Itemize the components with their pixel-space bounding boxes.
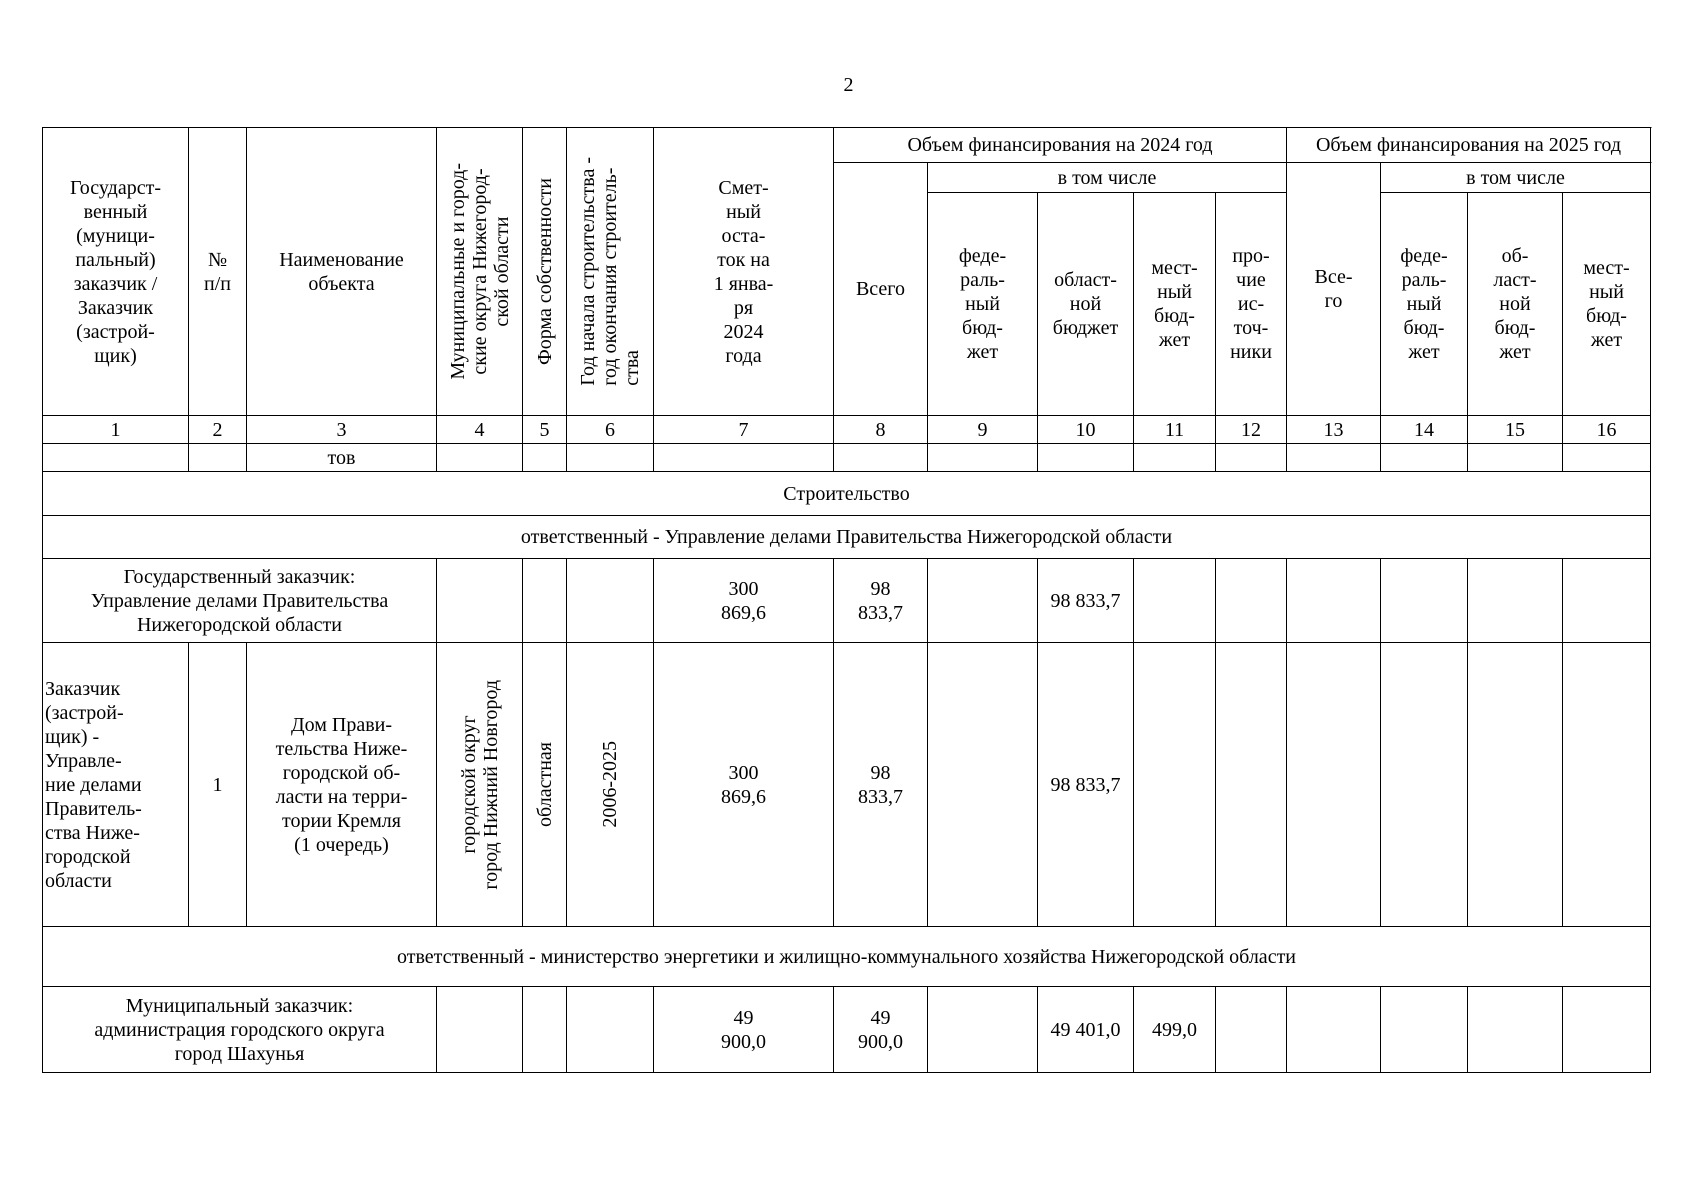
state-customer-total-2024: 98 833,7 [834,559,928,643]
column-number: 13 [1287,416,1381,444]
municipal-customer-total-2024: 49 900,0 [834,987,928,1073]
column-number: 11 [1134,416,1216,444]
header-local-2024: мест- ный бюд- жет [1134,193,1216,416]
section-responsible-admin: ответственный - Управление делами Правительства Нижегородской области [43,516,1651,559]
column-number: 14 [1381,416,1468,444]
column-number: 10 [1038,416,1134,444]
state-customer-estimated-balance: 300 869,6 [654,559,834,643]
column-number: 16 [1563,416,1651,444]
state-customer-regional-2024: 98 833,7 [1038,559,1134,643]
object-1-years: 2006-2025 [567,643,654,927]
header-financing-2025: Объем финансирования на 2025 год [1287,128,1651,163]
page-number: 2 [843,74,854,96]
column-number: 2 [189,416,247,444]
column-number: 8 [834,416,928,444]
financing-table-sheet [42,127,1650,1073]
table-row [43,559,1651,643]
object-1-ownership: областная [523,643,567,927]
municipal-customer-label: Муниципальный заказчик: администрация городского округа город Шахунья [43,987,437,1073]
column-number: 3 [247,416,437,444]
column-number: 7 [654,416,834,444]
overflow-row [43,444,1651,472]
financing-table [42,127,1651,1073]
header-financing-2024: Объем финансирования на 2024 год [834,128,1287,163]
column-number: 6 [567,416,654,444]
section-construction: Строительство [43,472,1651,516]
column-number: 15 [1468,416,1563,444]
column-number: 5 [523,416,567,444]
header-including-2024: в том числе [928,163,1287,193]
header-municipal-districts: Муниципальные и город- ские округа Нижегород- ской области [437,128,523,416]
object-1-number: 1 [189,643,247,927]
header-including-2025: в том числе [1381,163,1651,193]
object-1-estimated-balance: 300 869,6 [654,643,834,927]
municipal-customer-estimated-balance: 49 900,0 [654,987,834,1073]
table-row [43,643,1651,927]
table-row [43,987,1651,1073]
column-number: 12 [1216,416,1287,444]
object-1-total-2024: 98 833,7 [834,643,928,927]
header-total-2025: Все- го [1287,163,1381,416]
object-1-regional-2024: 98 833,7 [1038,643,1134,927]
column-number: 9 [928,416,1038,444]
header-customer: Государст- венный (муници- пальный) заказчик / Заказчик (застрой- щик) [43,128,189,416]
header-federal-2025: феде- раль- ный бюд- жет [1381,193,1468,416]
header-total-2024: Всего [834,163,928,416]
object-1-district: городской округ город Нижний Новгород [437,643,523,927]
column-number: 1 [43,416,189,444]
section-responsible-energy: ответственный - министерство энергетики и жилищно-коммунального хозяйства Нижегородской области [43,927,1651,987]
header-object-name: Наименование объекта [247,128,437,416]
state-customer-label: Государственный заказчик: Управление делами Правительства Нижегородской области [43,559,437,643]
header-other-2024: про- чие ис- точ- ники [1216,193,1287,416]
object-1-customer: Заказчик (застрой- щик) - Управле- ние делами Правитель- ства Ниже- городской области [43,643,189,927]
header-number: № п/п [189,128,247,416]
header-construction-years: Год начала строительства - год окончания строитель- ства [567,128,654,416]
municipal-customer-regional-2024: 49 401,0 [1038,987,1134,1073]
header-ownership-form: Форма собственности [523,128,567,416]
municipal-customer-local-2024: 499,0 [1134,987,1216,1073]
header-local-2025: мест- ный бюд- жет [1563,193,1651,416]
overflow-fragment: тов [247,444,437,472]
header-regional-2025: об- ласт- ной бюд- жет [1468,193,1563,416]
header-federal-2024: феде- раль- ный бюд- жет [928,193,1038,416]
column-number: 4 [437,416,523,444]
column-numbers-row [43,416,1651,444]
header-regional-2024: област- ной бюджет [1038,193,1134,416]
object-1-name: Дом Прави- тельства Ниже- городской об- ласти на терри- тории Кремля (1 очередь) [247,643,437,927]
header-estimated-balance: Смет- ный оста- ток на 1 янва- ря 2024 года [654,128,834,416]
